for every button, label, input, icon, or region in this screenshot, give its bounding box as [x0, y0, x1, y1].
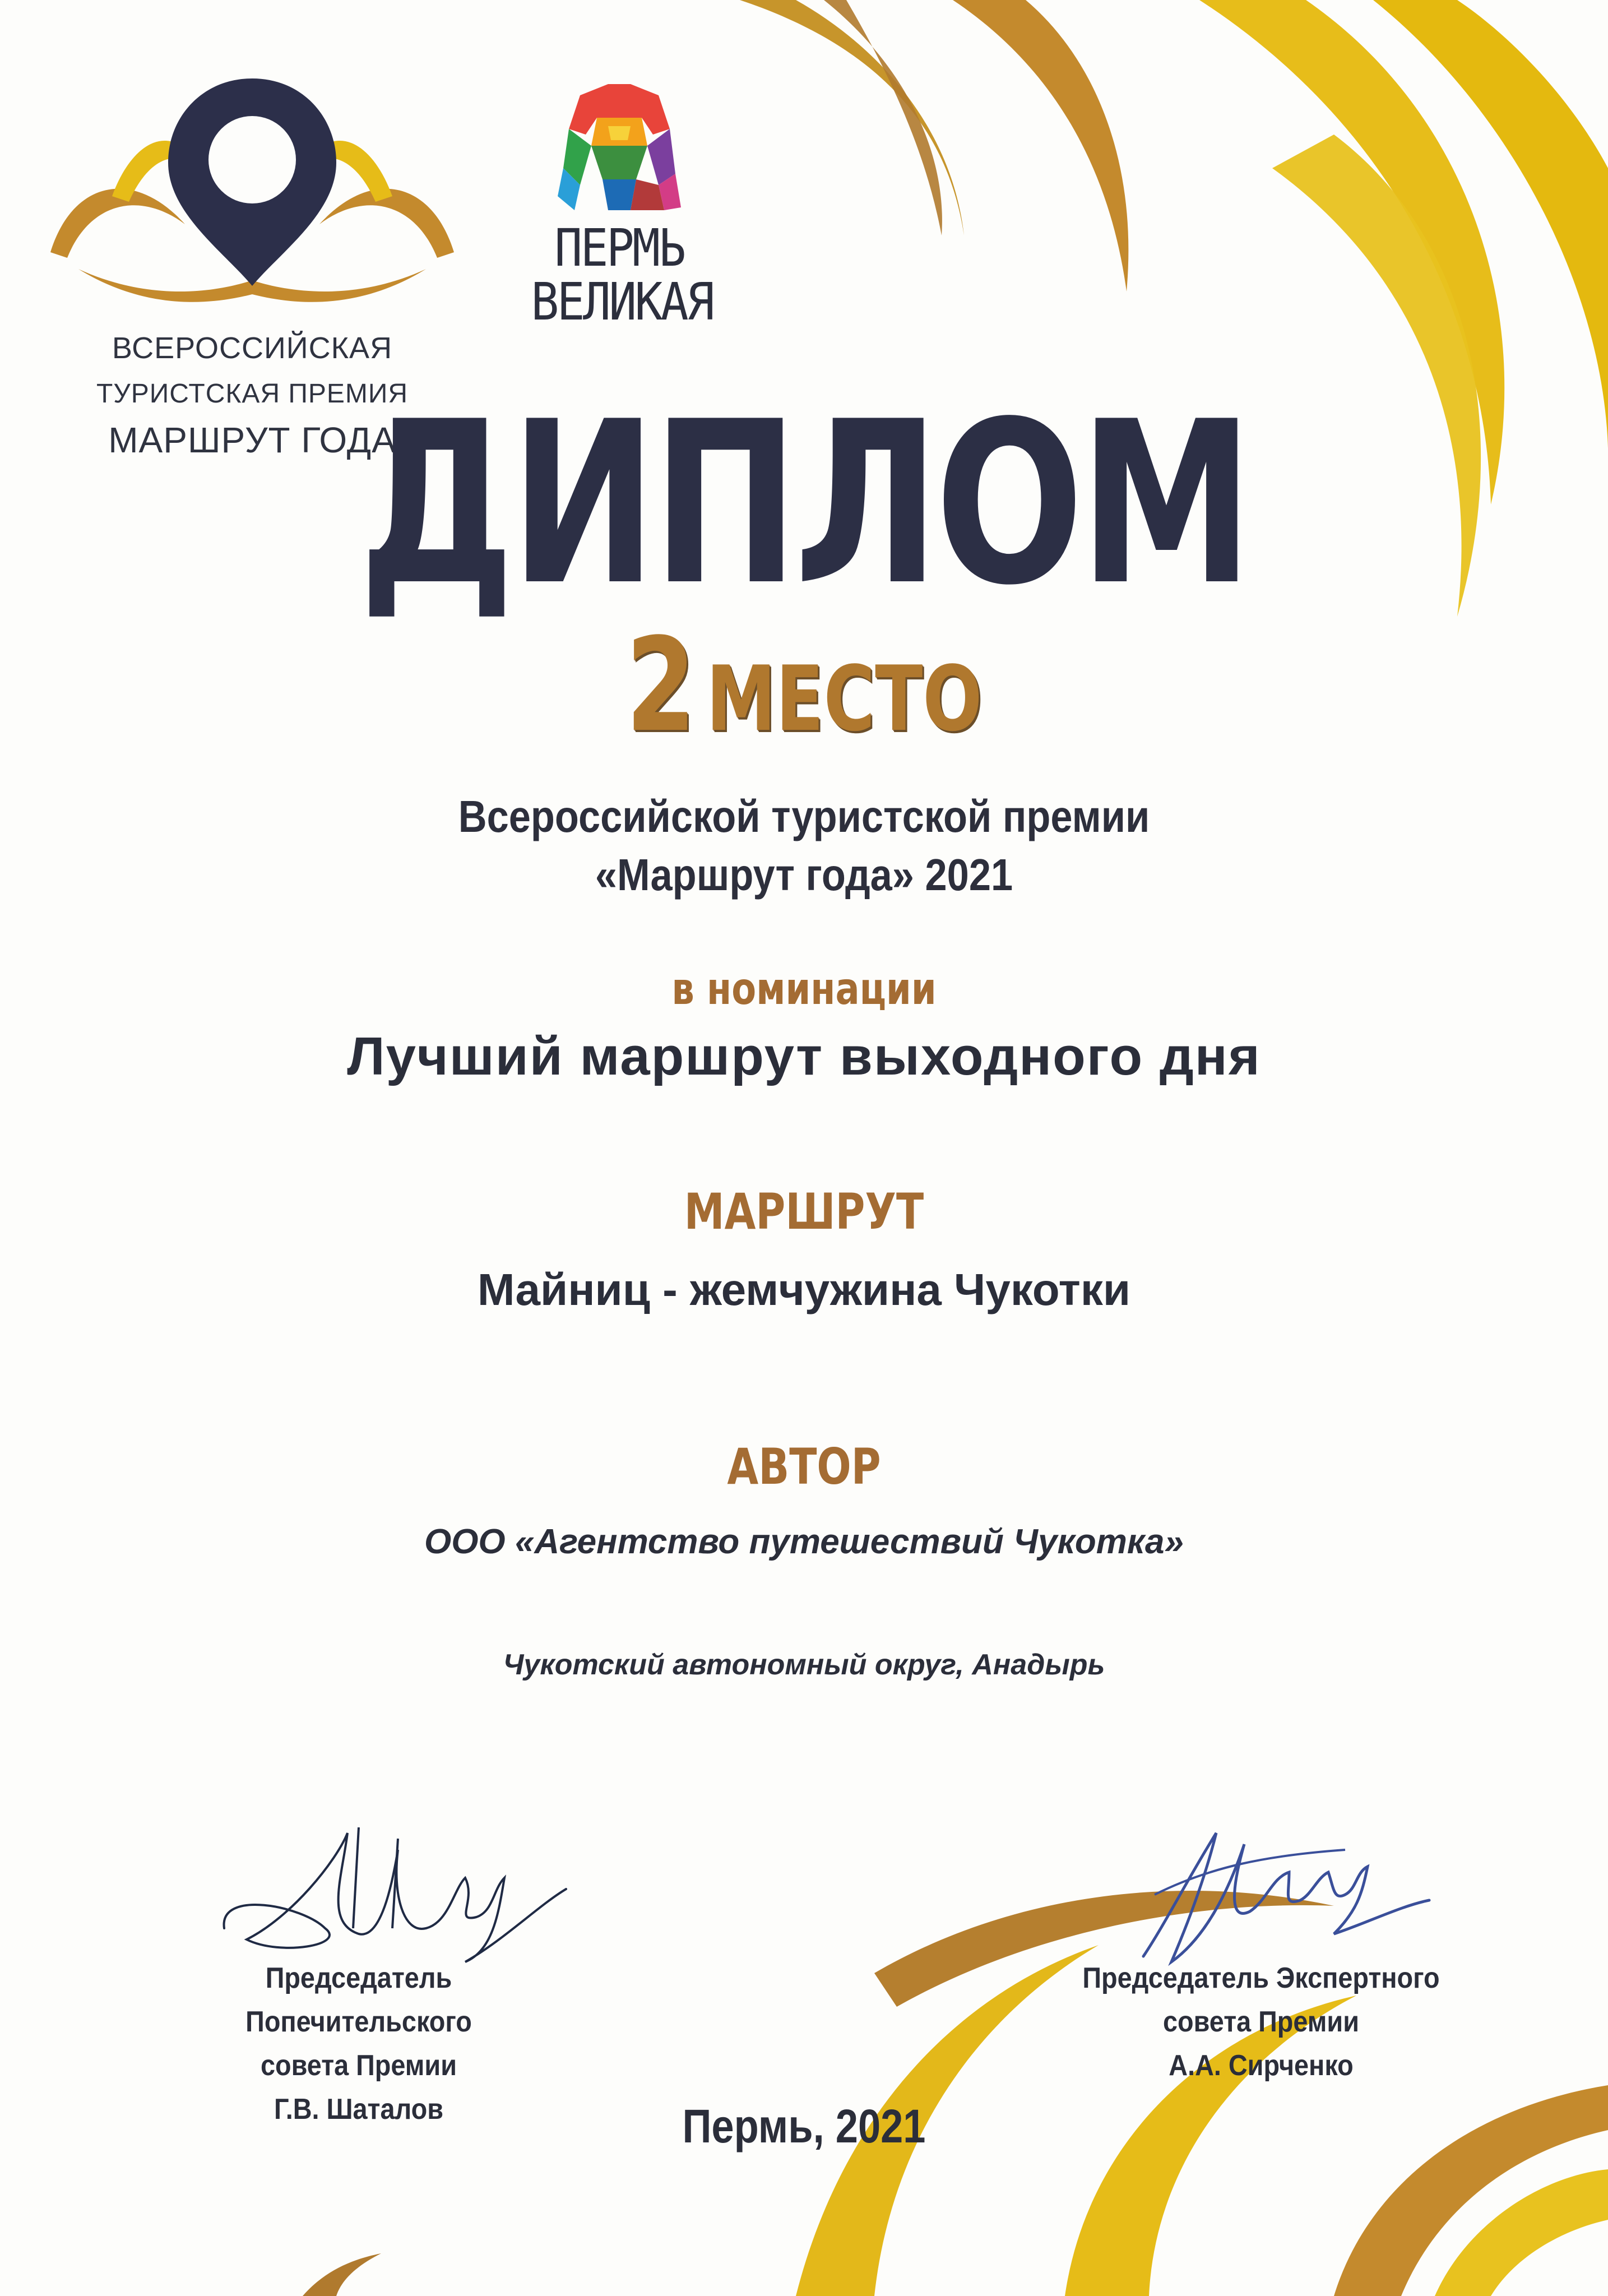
place-word: МЕСТО: [706, 646, 983, 751]
premium-line2: «Маршрут года» 2021: [595, 850, 1013, 900]
region-text: Чукотский автономный округ, Анадырь: [503, 1649, 1105, 1681]
nomination-label: в номинации: [671, 964, 937, 1015]
perm-bear-logo: [558, 84, 681, 213]
perm-logo-line2: ВЕЛИКАЯ: [531, 272, 713, 332]
signatory-right-line1: Председатель Экспертного: [1082, 1962, 1440, 1994]
arc-top-copper-3: [953, 0, 1128, 291]
signatory-right: [1059, 1956, 1463, 2087]
nomination-title: Лучший маршрут выходного дня: [347, 1026, 1261, 1086]
route-name: Майниц - жемчужина Чукотки: [477, 1265, 1131, 1314]
author-name: ООО «Агентство путешествий Чукотка»: [424, 1522, 1184, 1561]
premium-line1: Всероссийской туристской премии: [458, 791, 1150, 841]
place-date: Пермь, 2021: [682, 2100, 926, 2152]
signatory-left-line3: Г.В. Шаталов: [274, 2093, 443, 2126]
place-heading: [177, 611, 1431, 761]
signatory-right-line2: совета Премии: [1163, 2006, 1359, 2038]
signatory-right-line3: А.А. Сирченко: [1169, 2049, 1354, 2082]
author-label: АВТОР: [727, 1438, 881, 1496]
premium-wrap: [0, 788, 1608, 904]
arc-bottom-copper-3: [303, 2253, 381, 2296]
arc-top-copper-1: [740, 0, 964, 235]
signature-right: [1121, 1811, 1435, 1979]
award-logo-line3: МАРШРУТ ГОДА: [108, 420, 396, 460]
award-pin-logo: [39, 67, 465, 303]
place-wrap: [0, 611, 1608, 761]
signatory-left-line2: совета Премии: [261, 2049, 457, 2082]
perm-logo-text: [531, 218, 713, 332]
perm-logo-line1: ПЕРМЬ: [554, 218, 684, 278]
premium-text: [96, 788, 1512, 904]
diploma-title: ДИПЛОМ: [359, 374, 1249, 635]
route-label: МАРШРУТ: [684, 1183, 924, 1240]
award-logo-line2: ТУРИСТСКАЯ ПРЕМИЯ: [96, 379, 409, 409]
place-number: 2: [625, 611, 696, 761]
place-date-wrap: [0, 2099, 1608, 2154]
diploma-title-wrap: [0, 374, 1608, 635]
signature-left: [213, 1816, 572, 1973]
award-logo-line1: ВСЕРОССИЙСКАЯ: [112, 331, 393, 365]
signatory-left-line1: Председатель Попечительского: [245, 1962, 472, 2038]
